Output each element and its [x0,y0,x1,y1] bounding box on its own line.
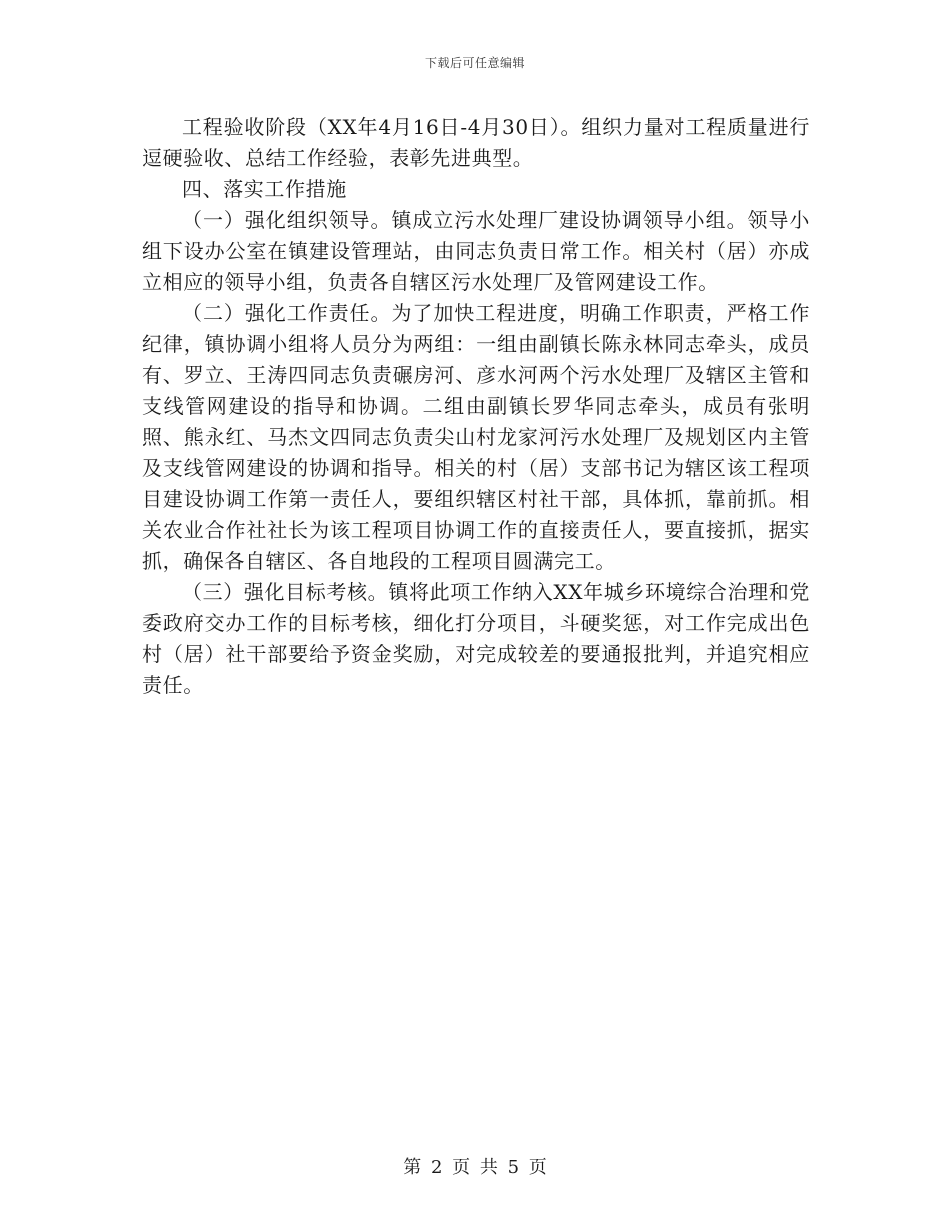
paragraph-assessment: （三）强化目标考核。镇将此项工作纳入XX年城乡环境综合治理和党委政府交办工作的目标考核，细化打分项目，斗硬奖惩，对工作完成出色村（居）社干部要给予资金奖励，对完成较差的要通报批判，并追究相应责任。 [142,580,810,697]
section-heading-measures: 四、落实工作措施 [182,177,347,201]
paragraph-responsibility: （二）强化工作责任。为了加快工程进度，明确工作职责，严格工作纪律，镇协调小组将人员分为两组：一组由副镇长陈永林同志牵头，成员有、罗立、王涛四同志负责碾房河、彦水河两个污水处理厂及辖区主管和支线管网建设的指导和协调。二组由副镇长罗华同志牵头，成员有张明照、熊永红、马杰文四同志负责尖山村龙家河污水处理厂及规划区内主管及支线管网建设的协调和指导。相关的村（居）支部书记为辖区该工程项目建设协调工作第一责任人，要组织辖区村社干部，具体抓，靠前抓。相关农业合作社社长为该工程项目协调工作的直接责任人，要直接抓，据实抓，确保各自辖区、各自地段的工程项目圆满完工。 [142,301,810,573]
paragraph-organization: （一）强化组织领导。镇成立污水处理厂建设协调领导小组。领导小组下设办公室在镇建设管理站，由同志负责日常工作。相关村（居）亦成立相应的领导小组，负责各自辖区污水处理厂及管网建设工作。 [142,208,810,294]
page-number: 第 2 页 共 5 页 [403,1157,547,1178]
paragraph-acceptance-stage: 工程验收阶段（XX年4月16日-4月30日）。组织力量对工程质量进行逗硬验收、总结工作经验，表彰先进典型。 [142,115,810,170]
document-body [142,112,810,701]
page-header-note: 下载后可任意编辑 [424,56,525,70]
